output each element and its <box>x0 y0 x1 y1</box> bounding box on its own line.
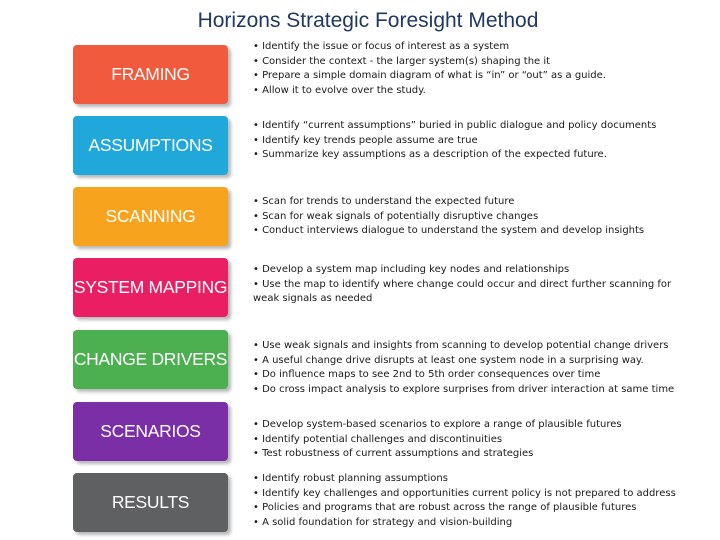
stage-box-scanning <box>73 187 228 246</box>
framing-bullet: • Allow it to evolve over the study. <box>253 84 426 96</box>
stage-label-change-drivers: CHANGE DRIVERS <box>73 349 228 369</box>
stage-label-framing: FRAMING <box>111 64 190 84</box>
stage-box-system-mapping <box>73 258 228 317</box>
stage-label-results: RESULTS <box>111 492 190 512</box>
framing-bullet: • Prepare a simple domain diagram of what is “in” or “out” as a guide. <box>253 70 606 81</box>
scenarios-bullet: • Identify potential challenges and discontinuities <box>253 433 503 445</box>
results-description <box>253 472 713 530</box>
diagram-title: Horizons Strategic Foresight Method <box>197 9 539 32</box>
stage-box-scenarios <box>73 402 228 461</box>
assumptions-bullet: • Summarize key assumptions as a description of the expected future. <box>253 149 607 160</box>
results-bullet: • Policies and programs that are robust across the range of plausible futures <box>253 502 637 513</box>
stage-box-results <box>73 473 228 532</box>
assumptions-bullet: • Identify “current assumptions” buried in public dialogue and policy documents <box>253 120 657 131</box>
scanning-description <box>253 195 713 239</box>
stage-label-scenarios: SCENARIOS <box>100 421 201 441</box>
scanning-bullet: • Scan for trends to understand the expected future <box>253 196 515 207</box>
framing-description <box>253 40 713 98</box>
change-drivers-bullet: • Use weak signals and insights from scanning to develop potential change drivers <box>253 340 669 351</box>
results-bullet: • Identify key challenges and opportunities current policy is not prepared to address <box>253 487 676 499</box>
stage-box-change-drivers <box>73 330 228 389</box>
scenarios-bullet: • Test robustness of current assumptions and strategies <box>253 448 534 459</box>
stage-label-assumptions: ASSUMPTIONS <box>88 135 213 155</box>
assumptions-bullet: • Identify key trends people assume are true <box>253 134 478 146</box>
stage-label-scanning: SCANNING <box>105 206 196 226</box>
stage-label-system-mapping: SYSTEM MAPPING <box>73 277 228 297</box>
framing-bullet: • Consider the context - the larger system(s) shaping the it <box>253 55 551 67</box>
system-mapping-bullet: • Use the map to identify where change could occur and direct further scanning for weak signals as needed <box>253 278 672 304</box>
stage-box-assumptions <box>73 116 228 175</box>
results-bullet: • A solid foundation for strategy and vision-building <box>253 516 513 528</box>
scanning-bullet: • Scan for weak signals of potentially disruptive changes <box>253 210 539 222</box>
system-mapping-bullet: • Develop a system map including key nodes and relationships <box>253 264 570 275</box>
scenarios-description <box>253 418 713 462</box>
scenarios-bullet: • Develop system-based scenarios to explore a range of plausible futures <box>253 419 622 430</box>
results-bullet: • Identify robust planning assumptions <box>253 473 448 484</box>
change-drivers-bullet: • Do influence maps to see 2nd to 5th order consequences over time <box>253 369 601 380</box>
change-drivers-description <box>253 339 713 397</box>
assumptions-description <box>253 119 713 163</box>
stage-box-framing <box>73 45 228 104</box>
change-drivers-bullet: • Do cross impact analysis to explore surprises from driver interaction at same time <box>253 383 675 395</box>
change-drivers-bullet: • A useful change drive disrupts at least one system node in a surprising way. <box>253 354 644 366</box>
framing-bullet: • Identify the issue or focus of interest as a system <box>253 41 510 52</box>
system-mapping-description <box>253 263 673 307</box>
scanning-bullet: • Conduct interviews dialogue to understand the system and develop insights <box>253 225 645 236</box>
